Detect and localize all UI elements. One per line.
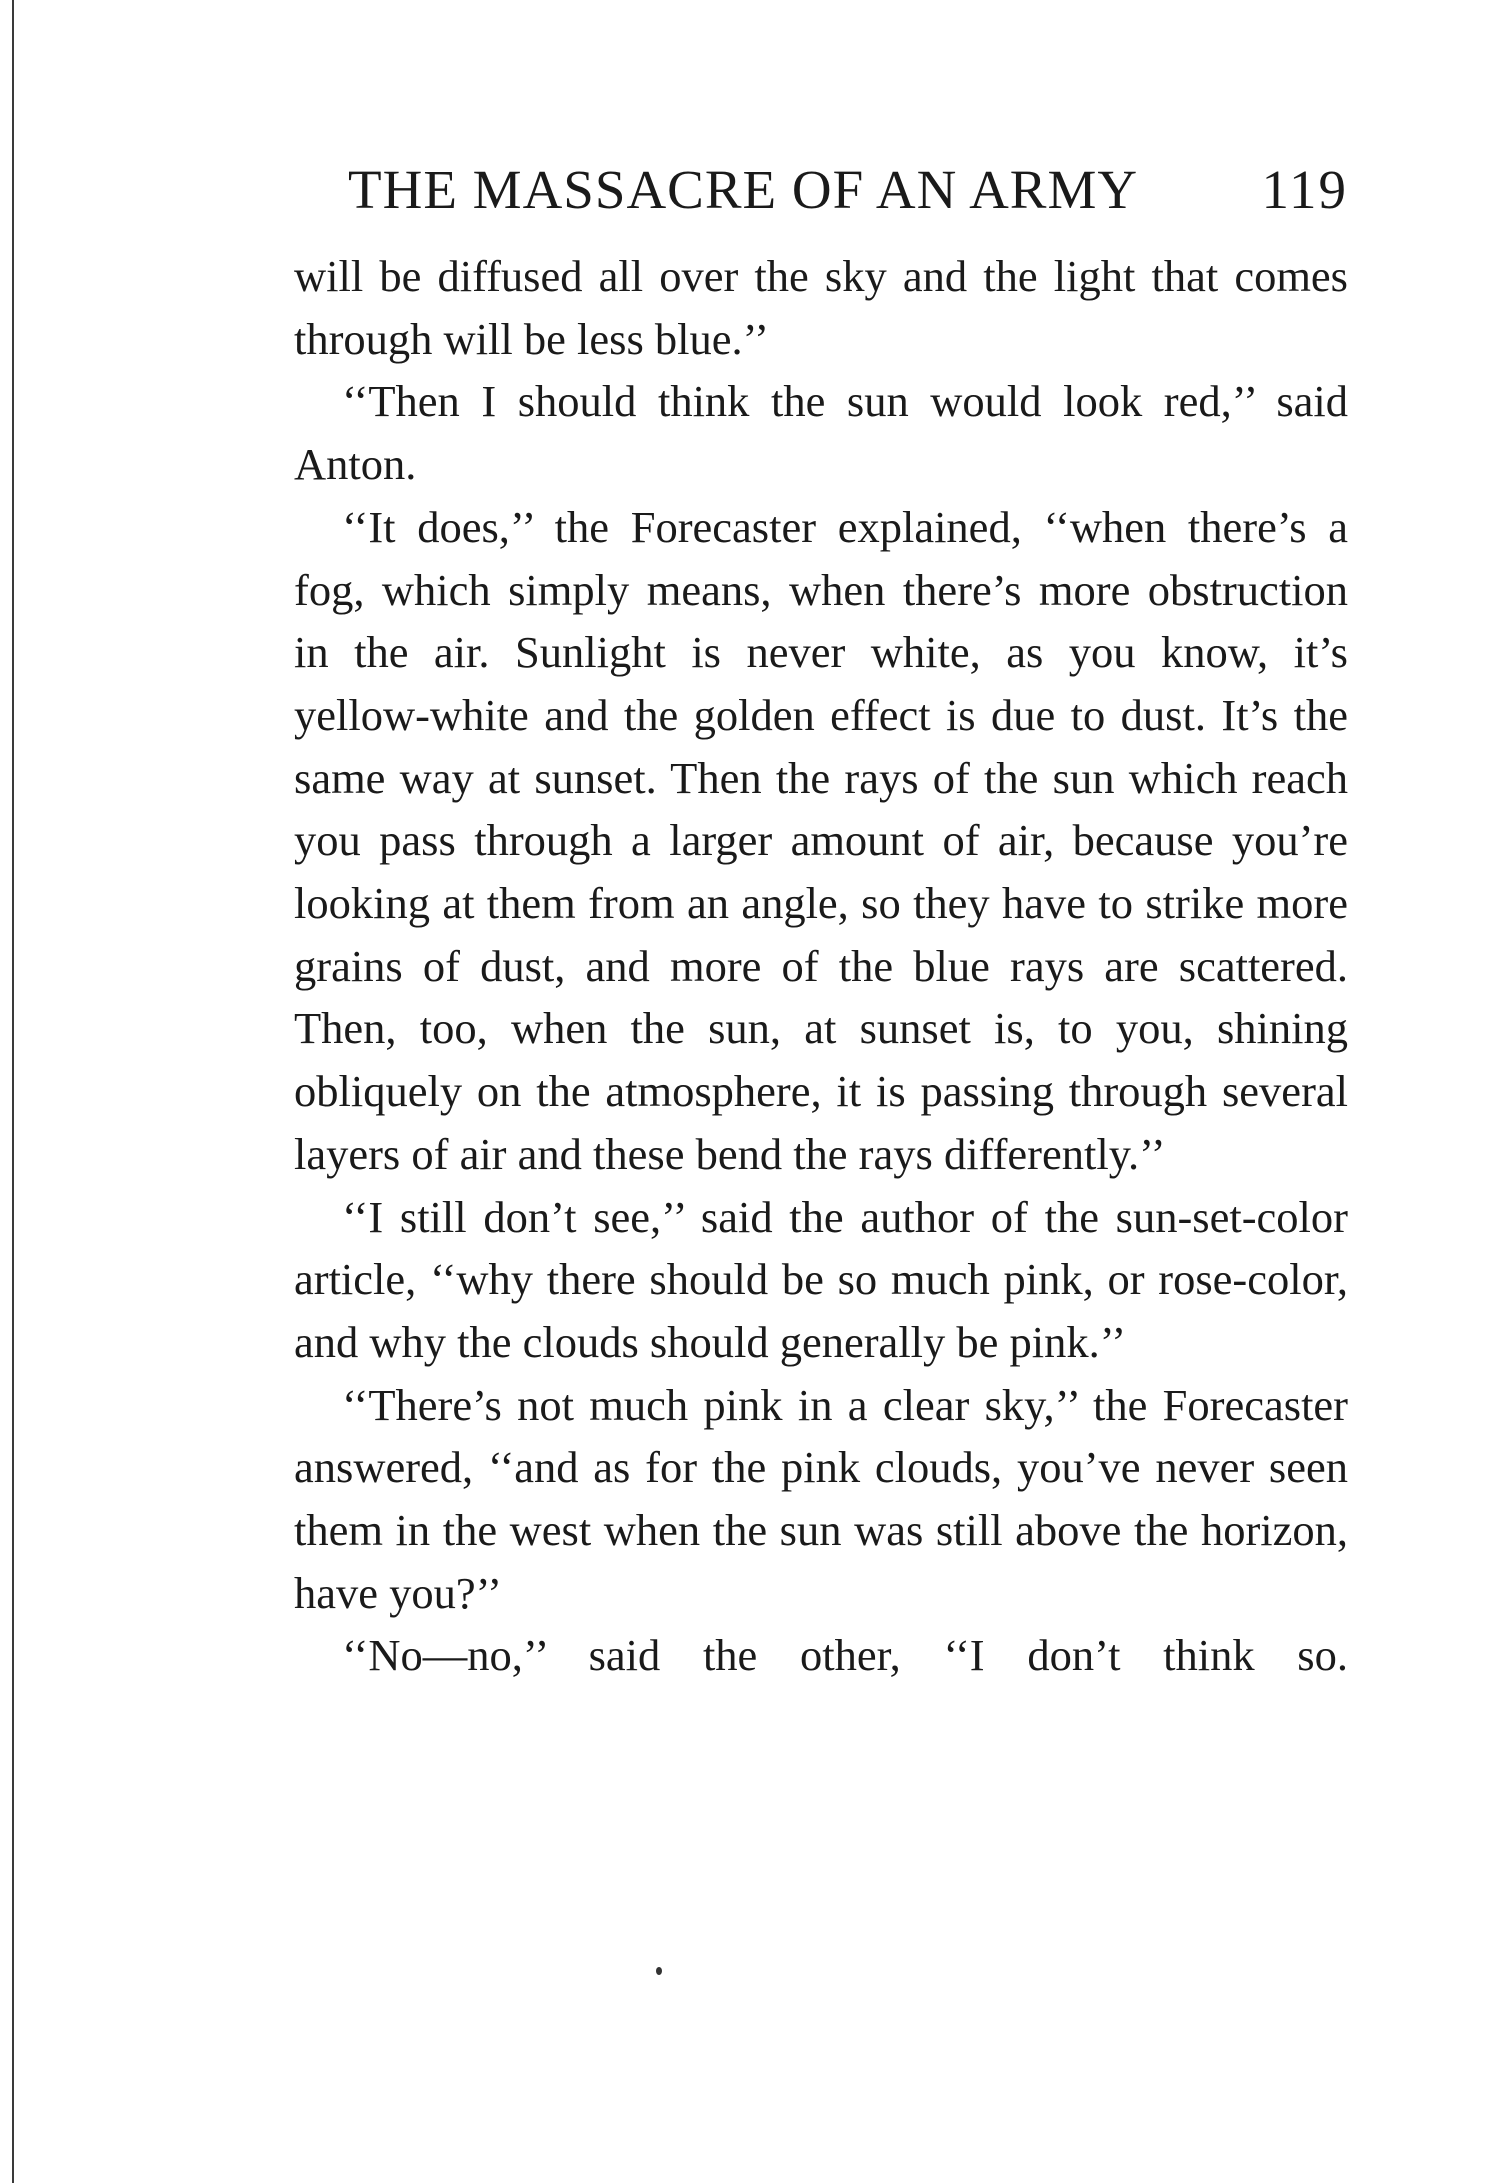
paragraph-author-question: ‘‘I still don’t see,’’ said the author of the sun-set-color article, ‘‘why there should be so much pink, or rose-color, and why the clouds should generally be pink.’’ <box>294 1191 1348 1367</box>
page-binding-edge <box>12 0 14 2183</box>
paragraph-forecaster-answer: ‘‘There’s not much pink in a clear sky,’’ the Forecaster answered, ‘‘and as for the pink clouds, you’ve never seen them in the west when the sun was still above the horizon, have you?’’ <box>294 1379 1348 1618</box>
running-title: THE MASSACRE OF AN ARMY <box>348 159 1139 220</box>
paragraph-continuation: will be diffused all over the sky and the light that comes through will be less blue.’’ <box>294 251 1348 364</box>
page-header <box>348 150 1348 230</box>
paragraph-forecaster-explains: ‘‘It does,’’ the Forecaster explained, ‘‘when there’s a fog, which simply means, when there’s more obstruction in the air. Sunlight is never white, as you know, it’s yellow-white and the golden effect is due to dust. It’s the same way at sunset. Then the rays of the sun which reach you pass through a larger amount of air, because you’re looking at them from an angle, so they have to strike more grains of dust, and more of the blue rays are scattered. Then, too, when the sun, at sunset is, to you, shining obliquely on the atmosphere, it is passing through several layers of air and these bend the rays differently.’’ <box>294 501 1348 1179</box>
page-number: 119 <box>1261 159 1348 220</box>
body-text <box>294 245 1348 1687</box>
paragraph-reply: ‘‘No—no,’’ said the other, ‘‘I don’t think so. <box>342 1630 1348 1681</box>
paragraph-anton: ‘‘Then I should think the sun would look red,’’ said Anton. <box>294 376 1348 490</box>
ink-speck <box>656 1967 662 1975</box>
